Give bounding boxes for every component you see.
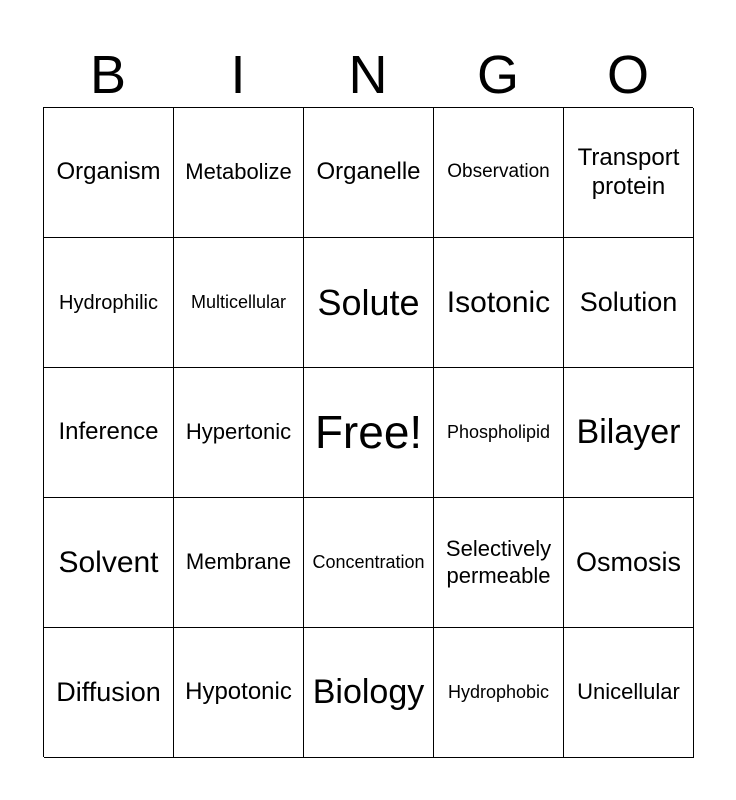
bingo-cell: Organelle [304, 108, 434, 238]
bingo-cell: Phospholipid [434, 368, 564, 498]
bingo-cell: Bilayer [564, 368, 694, 498]
bingo-cell: Concentration [304, 498, 434, 628]
bingo-cell: Diffusion [44, 628, 174, 758]
bingo-cell: Solvent [44, 498, 174, 628]
bingo-cell: Selectively permeable [434, 498, 564, 628]
bingo-cell: Unicellular [564, 628, 694, 758]
header-letter-g: G [476, 45, 519, 105]
bingo-cell: Hypertonic [174, 368, 304, 498]
bingo-cell: Organism [44, 108, 174, 238]
header-letter-i: I [230, 45, 246, 105]
header-letter-b: B [89, 45, 127, 105]
bingo-cell: Inference [44, 368, 174, 498]
bingo-cell: Observation [434, 108, 564, 238]
bingo-cell: Hydrophilic [44, 238, 174, 368]
header-letter-o: O [606, 45, 649, 105]
bingo-cell: Metabolize [174, 108, 304, 238]
bingo-cell: Membrane [174, 498, 304, 628]
bingo-grid [43, 107, 693, 757]
bingo-cell: Solution [564, 238, 694, 368]
bingo-cell: Transport protein [564, 108, 694, 238]
bingo-header [43, 44, 693, 106]
bingo-cell: Multicellular [174, 238, 304, 368]
header-letter-n: N [348, 45, 388, 105]
bingo-cell: Osmosis [564, 498, 694, 628]
bingo-cell: Solute [304, 238, 434, 368]
bingo-cell: Hypotonic [174, 628, 304, 758]
bingo-cell: Biology [304, 628, 434, 758]
bingo-cell: Hydrophobic [434, 628, 564, 758]
bingo-cell: Isotonic [434, 238, 564, 368]
free-space-cell: Free! [304, 368, 434, 498]
